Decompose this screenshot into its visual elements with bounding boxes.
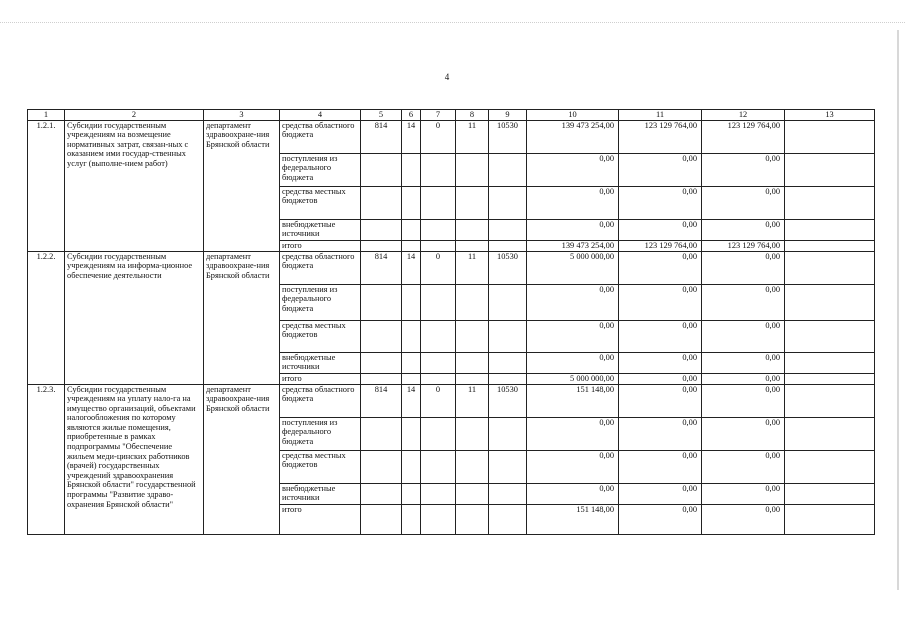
amount-col-12: 0,00 bbox=[702, 483, 785, 504]
cell-7 bbox=[421, 320, 456, 352]
cell-9 bbox=[489, 284, 527, 320]
amount-col-11: 0,00 bbox=[619, 186, 702, 219]
funding-source: итого bbox=[280, 504, 361, 534]
section-department: департамент здравоохране-ния Брянской области bbox=[204, 384, 280, 534]
column-header: 12 bbox=[702, 110, 785, 121]
column-header: 6 bbox=[402, 110, 421, 121]
cell-13 bbox=[785, 384, 875, 417]
cell-6 bbox=[402, 483, 421, 504]
cell-8 bbox=[456, 483, 489, 504]
cell-6 bbox=[402, 504, 421, 534]
amount-col-11: 0,00 bbox=[619, 219, 702, 240]
cell-13 bbox=[785, 219, 875, 240]
cell-6: 14 bbox=[402, 251, 421, 284]
funding-source: поступления из федерального бюджета bbox=[280, 284, 361, 320]
section-code: 1.2.2. bbox=[28, 251, 65, 384]
cell-5 bbox=[361, 240, 402, 251]
cell-9: 10530 bbox=[489, 384, 527, 417]
cell-13 bbox=[785, 240, 875, 251]
funding-source: внебюджетные источники bbox=[280, 219, 361, 240]
cell-7: 0 bbox=[421, 120, 456, 153]
amount-col-12: 0,00 bbox=[702, 320, 785, 352]
cell-9 bbox=[489, 352, 527, 373]
cell-8 bbox=[456, 219, 489, 240]
table-body bbox=[28, 110, 875, 535]
column-header: 9 bbox=[489, 110, 527, 121]
amount-col-11: 0,00 bbox=[619, 153, 702, 186]
cell-9 bbox=[489, 483, 527, 504]
funding-source: средства местных бюджетов bbox=[280, 320, 361, 352]
cell-5 bbox=[361, 219, 402, 240]
cell-8 bbox=[456, 186, 489, 219]
cell-13 bbox=[785, 373, 875, 384]
amount-col-11: 0,00 bbox=[619, 251, 702, 284]
amount-col-11: 123 129 764,00 bbox=[619, 120, 702, 153]
cell-7 bbox=[421, 373, 456, 384]
table-row bbox=[28, 384, 875, 417]
cell-13 bbox=[785, 120, 875, 153]
cell-7 bbox=[421, 504, 456, 534]
amount-col-11: 0,00 bbox=[619, 504, 702, 534]
cell-5 bbox=[361, 417, 402, 450]
cell-9 bbox=[489, 186, 527, 219]
table-row bbox=[28, 120, 875, 153]
amount-col-12: 123 129 764,00 bbox=[702, 120, 785, 153]
cell-9: 10530 bbox=[489, 120, 527, 153]
amount-col-11: 0,00 bbox=[619, 373, 702, 384]
amount-col-12: 0,00 bbox=[702, 373, 785, 384]
column-header: 13 bbox=[785, 110, 875, 121]
funding-source: средства областного бюджета bbox=[280, 120, 361, 153]
column-header: 7 bbox=[421, 110, 456, 121]
cell-7 bbox=[421, 483, 456, 504]
amount-col-10: 0,00 bbox=[527, 219, 619, 240]
cell-13 bbox=[785, 153, 875, 186]
funding-source: средства местных бюджетов bbox=[280, 186, 361, 219]
amount-col-11: 0,00 bbox=[619, 284, 702, 320]
cell-8 bbox=[456, 450, 489, 483]
cell-6 bbox=[402, 153, 421, 186]
amount-col-12: 0,00 bbox=[702, 450, 785, 483]
cell-5: 814 bbox=[361, 384, 402, 417]
amount-col-12: 123 129 764,00 bbox=[702, 240, 785, 251]
cell-9 bbox=[489, 219, 527, 240]
cell-9 bbox=[489, 417, 527, 450]
cell-9 bbox=[489, 373, 527, 384]
funding-source: поступления из федерального бюджета bbox=[280, 417, 361, 450]
cell-6 bbox=[402, 450, 421, 483]
funding-source: итого bbox=[280, 240, 361, 251]
cell-5: 814 bbox=[361, 251, 402, 284]
cell-7 bbox=[421, 153, 456, 186]
cell-7 bbox=[421, 186, 456, 219]
cell-7 bbox=[421, 219, 456, 240]
cell-5 bbox=[361, 483, 402, 504]
cell-13 bbox=[785, 417, 875, 450]
cell-5 bbox=[361, 352, 402, 373]
section-code: 1.2.1. bbox=[28, 120, 65, 251]
cell-9 bbox=[489, 450, 527, 483]
column-header: 11 bbox=[619, 110, 702, 121]
cell-7 bbox=[421, 352, 456, 373]
cell-5 bbox=[361, 373, 402, 384]
column-header: 2 bbox=[65, 110, 204, 121]
amount-col-11: 0,00 bbox=[619, 352, 702, 373]
cell-9 bbox=[489, 320, 527, 352]
page-number: 4 bbox=[444, 72, 450, 82]
cell-6 bbox=[402, 352, 421, 373]
amount-col-10: 0,00 bbox=[527, 284, 619, 320]
amount-col-10: 0,00 bbox=[527, 153, 619, 186]
column-header: 3 bbox=[204, 110, 280, 121]
amount-col-12: 0,00 bbox=[702, 384, 785, 417]
amount-col-12: 0,00 bbox=[702, 219, 785, 240]
cell-9: 10530 bbox=[489, 251, 527, 284]
amount-col-10: 0,00 bbox=[527, 417, 619, 450]
cell-9 bbox=[489, 153, 527, 186]
amount-col-10: 139 473 254,00 bbox=[527, 120, 619, 153]
cell-5 bbox=[361, 320, 402, 352]
funding-source: средства областного бюджета bbox=[280, 384, 361, 417]
amount-col-10: 0,00 bbox=[527, 186, 619, 219]
scan-artifact-line bbox=[0, 22, 905, 24]
cell-6 bbox=[402, 417, 421, 450]
section-description: Субсидии государственным учреждениям на информа-ционное обеспечение деятельности bbox=[65, 251, 204, 384]
funding-source: средства областного бюджета bbox=[280, 251, 361, 284]
section-description: Субсидии государственным учреждениям на возмещение нормативных затрат, связан-ных с оказанием ими государ-ственных услуг (выполне-нием работ) bbox=[65, 120, 204, 251]
section-code: 1.2.3. bbox=[28, 384, 65, 534]
cell-5: 814 bbox=[361, 120, 402, 153]
table-row bbox=[28, 251, 875, 284]
amount-col-10: 139 473 254,00 bbox=[527, 240, 619, 251]
cell-8 bbox=[456, 153, 489, 186]
cell-7 bbox=[421, 284, 456, 320]
section-description: Субсидии государственным учреждениям на уплату нало-га на имущество организаций, объектами налогообложения по которому являются жилые помещения, приобретенные в рамках подпрограммы "Обеспечение жильем меди-цинских работников (врачей) государственных учреждений здравоохранения Брянской области" государственной программы "Развитие здраво-охранения Брянской области" bbox=[65, 384, 204, 534]
cell-13 bbox=[785, 320, 875, 352]
cell-7 bbox=[421, 240, 456, 251]
amount-col-11: 0,00 bbox=[619, 384, 702, 417]
section-department: департамент здравоохране-ния Брянской области bbox=[204, 251, 280, 384]
amount-col-10: 151 148,00 bbox=[527, 504, 619, 534]
section-department: департамент здравоохране-ния Брянской области bbox=[204, 120, 280, 251]
scan-artifact-edge bbox=[897, 30, 899, 590]
amount-col-11: 0,00 bbox=[619, 483, 702, 504]
cell-7: 0 bbox=[421, 251, 456, 284]
amount-col-10: 151 148,00 bbox=[527, 384, 619, 417]
cell-8 bbox=[456, 417, 489, 450]
cell-5 bbox=[361, 284, 402, 320]
cell-13 bbox=[785, 251, 875, 284]
column-header: 10 bbox=[527, 110, 619, 121]
funding-source: итого bbox=[280, 373, 361, 384]
cell-6 bbox=[402, 240, 421, 251]
column-header: 4 bbox=[280, 110, 361, 121]
cell-6 bbox=[402, 373, 421, 384]
cell-6 bbox=[402, 186, 421, 219]
amount-col-10: 5 000 000,00 bbox=[527, 251, 619, 284]
cell-8 bbox=[456, 373, 489, 384]
funding-source: внебюджетные источники bbox=[280, 483, 361, 504]
cell-8: 11 bbox=[456, 384, 489, 417]
amount-col-12: 0,00 bbox=[702, 417, 785, 450]
cell-6 bbox=[402, 320, 421, 352]
amount-col-10: 0,00 bbox=[527, 450, 619, 483]
cell-6 bbox=[402, 219, 421, 240]
cell-13 bbox=[785, 186, 875, 219]
amount-col-12: 0,00 bbox=[702, 153, 785, 186]
column-header: 5 bbox=[361, 110, 402, 121]
funding-source: средства местных бюджетов bbox=[280, 450, 361, 483]
cell-7 bbox=[421, 417, 456, 450]
funding-source: внебюджетные источники bbox=[280, 352, 361, 373]
amount-col-10: 5 000 000,00 bbox=[527, 373, 619, 384]
cell-7 bbox=[421, 450, 456, 483]
cell-13 bbox=[785, 504, 875, 534]
cell-5 bbox=[361, 186, 402, 219]
cell-8 bbox=[456, 284, 489, 320]
amount-col-11: 0,00 bbox=[619, 320, 702, 352]
cell-8: 11 bbox=[456, 120, 489, 153]
amount-col-10: 0,00 bbox=[527, 320, 619, 352]
cell-6: 14 bbox=[402, 120, 421, 153]
cell-8 bbox=[456, 504, 489, 534]
amount-col-11: 0,00 bbox=[619, 417, 702, 450]
column-header: 8 bbox=[456, 110, 489, 121]
cell-9 bbox=[489, 504, 527, 534]
budget-table bbox=[27, 109, 875, 535]
amount-col-12: 0,00 bbox=[702, 352, 785, 373]
amount-col-12: 0,00 bbox=[702, 284, 785, 320]
column-header: 1 bbox=[28, 110, 65, 121]
amount-col-12: 0,00 bbox=[702, 186, 785, 219]
cell-8 bbox=[456, 240, 489, 251]
cell-13 bbox=[785, 483, 875, 504]
cell-5 bbox=[361, 450, 402, 483]
funding-source: поступления из федерального бюджета bbox=[280, 153, 361, 186]
cell-13 bbox=[785, 352, 875, 373]
cell-13 bbox=[785, 284, 875, 320]
cell-6: 14 bbox=[402, 384, 421, 417]
amount-col-10: 0,00 bbox=[527, 483, 619, 504]
cell-5 bbox=[361, 153, 402, 186]
amount-col-12: 0,00 bbox=[702, 251, 785, 284]
cell-8 bbox=[456, 352, 489, 373]
cell-13 bbox=[785, 450, 875, 483]
amount-col-11: 0,00 bbox=[619, 450, 702, 483]
cell-5 bbox=[361, 504, 402, 534]
amount-col-11: 123 129 764,00 bbox=[619, 240, 702, 251]
cell-7: 0 bbox=[421, 384, 456, 417]
cell-8: 11 bbox=[456, 251, 489, 284]
cell-8 bbox=[456, 320, 489, 352]
cell-9 bbox=[489, 240, 527, 251]
table-header-row bbox=[28, 110, 875, 121]
cell-6 bbox=[402, 284, 421, 320]
amount-col-10: 0,00 bbox=[527, 352, 619, 373]
amount-col-12: 0,00 bbox=[702, 504, 785, 534]
